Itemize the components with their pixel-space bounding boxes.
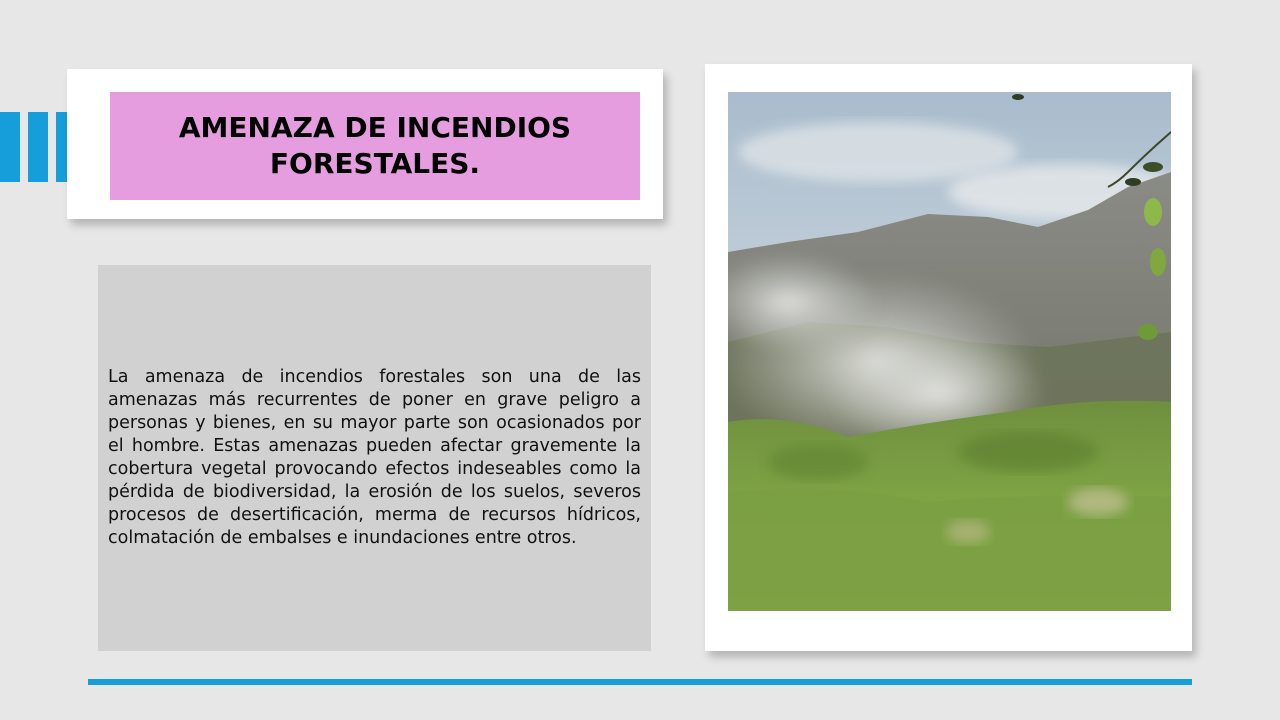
slide-title: AMENAZA DE INCENDIOS FORESTALES. — [178, 111, 572, 180]
title-band — [110, 92, 640, 200]
bottom-rule — [88, 679, 1192, 685]
accent-bar — [0, 112, 20, 182]
photo-frame — [705, 64, 1192, 651]
forest-fire-photo — [728, 92, 1171, 611]
title-card — [67, 69, 663, 219]
body-text-box — [98, 265, 651, 651]
accent-bar — [56, 112, 67, 182]
accent-bar — [28, 112, 48, 182]
body-paragraph: La amenaza de incendios forestales son una de las amenazas más recurrentes de poner en grave peligro a personas y bienes, en su mayor parte son ocasionados por el hombre. Estas amenazas pueden afectar gravemente la cobertura vegetal provocando efectos indeseables como la pérdida de biodiversidad, la erosión de los suelos, severos procesos de desertificación, merma de recursos hídricos, colmatación de embalses e inundaciones entre otros. — [108, 367, 641, 548]
